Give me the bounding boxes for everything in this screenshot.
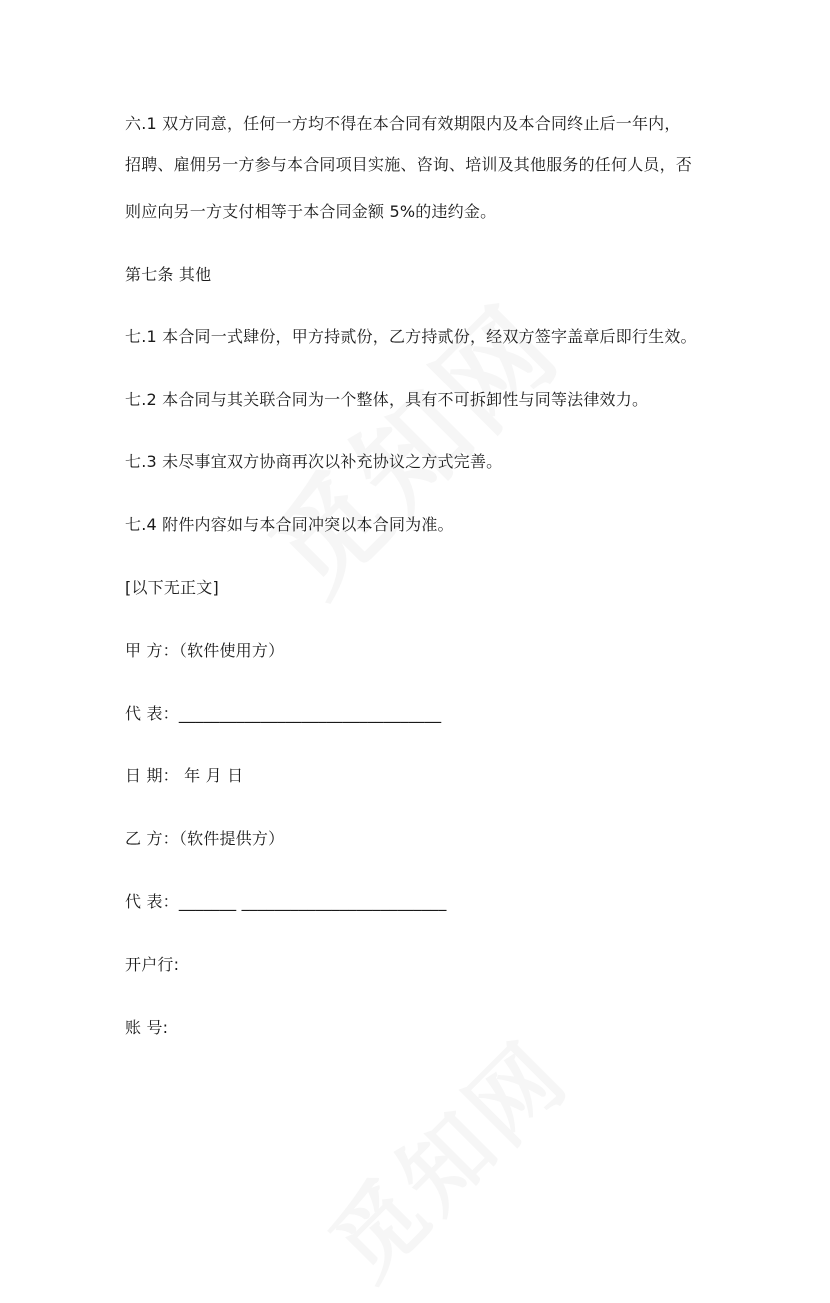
clause-7-2: 七.2 本合同与其关联合同为一个整体，具有不可拆卸性与同等法律效力。 <box>125 390 649 409</box>
watermark <box>296 1007 592 1303</box>
account-number: 账 号: <box>125 1018 169 1037</box>
paragraph-6-1-line-2: 招聘、雇佣另一方参与本合同项目实施、咨询、培训及其他服务的任何人员，否 <box>125 155 693 174</box>
party-a-representative: 代 表：________________________________ <box>125 704 442 723</box>
party-a: 甲 方：（软件使用方） <box>125 641 285 660</box>
clause-7-1: 七.1 本合同一式肆份，甲方持贰份，乙方持贰份，经双方签字盖章后即行生效。 <box>125 327 697 346</box>
clause-7-4: 七.4 附件内容如与本合同冲突以本合同为准。 <box>125 515 454 534</box>
party-b: 乙 方：（软件提供方） <box>125 829 285 848</box>
party-b-representative: 代 表：_______ _________________________ <box>125 892 447 911</box>
paragraph-6-1-line-3: 则应向另一方支付相等于本合同金额 5%的违约金。 <box>125 202 497 221</box>
clause-7-3: 七.3 未尽事宜双方协商再次以补充协议之方式完善。 <box>125 452 503 471</box>
watermark <box>230 265 588 623</box>
end-note: [以下无正文] <box>125 578 219 597</box>
signing-date: 日 期： 年 月 日 <box>125 766 244 785</box>
paragraph-6-1-line-1: 六.1 双方同意，任何一方均不得在本合同有效期限内及本合同终止后一年内， <box>125 114 681 133</box>
article-7-title: 第七条 其他 <box>125 265 212 284</box>
bank-name: 开户行: <box>125 955 180 974</box>
